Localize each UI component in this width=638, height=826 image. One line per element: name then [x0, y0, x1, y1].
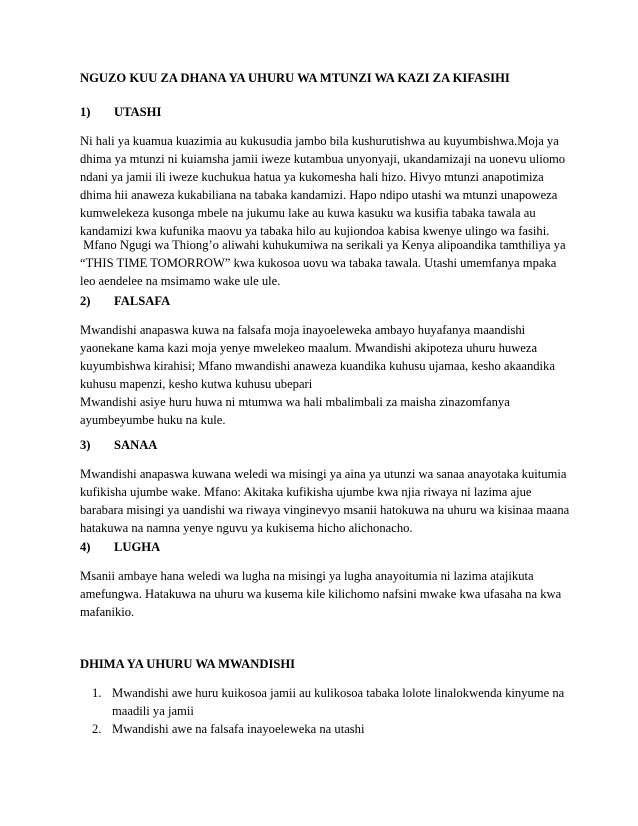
section-title: FALSAFA — [114, 294, 171, 308]
paragraph-falsafa-2 — [80, 393, 565, 429]
text-line: kumwelekeza kusonga mbele na jukumu lake au kuwa kasuku wa kusifia tabaka tawala au — [80, 206, 536, 220]
list-marker: 1. — [92, 686, 102, 700]
document-title: NGUZO KUU ZA DHANA YA UHURU WA MTUNZI WA KAZI ZA KIFASIHI — [80, 71, 510, 85]
list-item — [80, 720, 570, 738]
section-heading-lugha — [80, 538, 560, 556]
text-line: yaonekane kama kazi moja yenye mwelekeo maalum. Mwandishi akipoteza uhuru huweza — [80, 341, 538, 355]
section-title: LUGHA — [114, 540, 161, 554]
text-line: mafanikio. — [80, 605, 135, 619]
text-line: Mwandishi awe huru kuikosoa jamii au kulikosoa tabaka lolote linalokwenda kinyume na — [112, 686, 565, 700]
dhima-heading: DHIMA YA UHURU WA MWANDISHI — [80, 657, 296, 671]
list-marker: 2. — [92, 722, 102, 736]
text-line: kandamizi kwa kufunika maovu ya tabaka hilo au kujiondoa kabisa kwenye ulingo wa fasihi. — [80, 224, 550, 238]
paragraph-lugha — [80, 567, 565, 621]
section-heading-utashi — [80, 103, 560, 121]
text-line: amefungwa. Hatakuwa na uhuru wa kusema kile kilichomo nafsini mwake kwa ufasaha na kwa — [80, 587, 562, 601]
text-line: barabara misingi ya uandishi wa riwaya vinginevyo msanii hatokuwa na uhuru wa kisinaa maana — [80, 503, 570, 517]
text-line: hatakuwa na namna yenye nguvu ya kukisema hicho alichonacho. — [80, 521, 413, 535]
text-line: Mwandishi awe na falsafa inayoeleweka na utashi — [112, 722, 365, 736]
text-line: “THIS TIME TOMORROW” kwa kukosoa uovu wa tabaka tawala. Utashi umemfanya mpaka — [80, 256, 557, 270]
text-line: Mwandishi anapaswa kuwana weledi wa misingi ya aina ya utunzi wa sanaa anayotaka kuitumia — [80, 467, 567, 481]
list-item — [80, 684, 570, 720]
paragraph-utashi-1 — [80, 132, 565, 240]
text-line: leo aendelee na msimamo wake ule ule. — [80, 274, 281, 288]
paragraph-sanaa — [80, 465, 570, 537]
dhima-list — [80, 684, 570, 738]
section-heading-sanaa — [80, 436, 560, 454]
paragraph-utashi-2 — [80, 236, 565, 290]
text-line: dhima hii anaweza kukabiliana na tabaka kandamizi. Hapo ndipo utashi wa mtunzi unapoweza — [80, 188, 558, 202]
text-line: ayumbeyumbe huku na kule. — [80, 413, 226, 427]
text-line: Mwandishi asiye huru huwa ni mtumwa wa hali mbalimbali za maisha zinazomfanya — [80, 395, 510, 409]
section-title: UTASHI — [114, 105, 162, 119]
text-line: Mwandishi anapaswa kuwa na falsafa moja inayoeleweka ambayo huyafanya maandishi — [80, 323, 526, 337]
text-line: kufikisha ujumbe wake. Mfano: Akitaka kufikisha ujumbe kwa njia riwaya ni lazima ajue — [80, 485, 532, 499]
text-line: ndani ya jamii ili iweze kuchukua hatua ya kukomesha hali hizo. Hivyo mtunzi anapotimiza — [80, 170, 544, 184]
section-number: 4) — [80, 540, 91, 554]
text-line: Ni hali ya kuamua kuazimia au kukusudia jambo bila kushurutishwa au kuyumbishwa.Moja ya — [80, 134, 559, 148]
section-number: 1) — [80, 105, 91, 119]
section-number: 3) — [80, 438, 91, 452]
section-heading-falsafa — [80, 292, 560, 310]
text-line: kuhusu mapenzi, kesho kutwa kuhusu ubepari — [80, 377, 313, 391]
section-title: SANAA — [114, 438, 158, 452]
text-line: dhima ya mtunzi ni kuiamsha jamii iweze kutambua unyonyaji, ukandamizaji na uonevu uliomo — [80, 152, 566, 166]
text-line: Msanii ambaye hana weledi wa lugha na misingi ya lugha anayoitumia ni lazima atajikuta — [80, 569, 534, 583]
text-line: Mfano Ngugi wa Thiong’o aliwahi kuhukumiwa na serikali ya Kenya alipoandika tamthiliya ya — [80, 238, 566, 252]
paragraph-falsafa-1 — [80, 321, 565, 393]
text-line: maadili ya jamii — [112, 704, 194, 718]
text-line: kuyumbishwa kirahisi; Mfano mwandishi anaweza kuandika kuhusu ujamaa, kesho akaandika — [80, 359, 555, 373]
section-number: 2) — [80, 294, 91, 308]
